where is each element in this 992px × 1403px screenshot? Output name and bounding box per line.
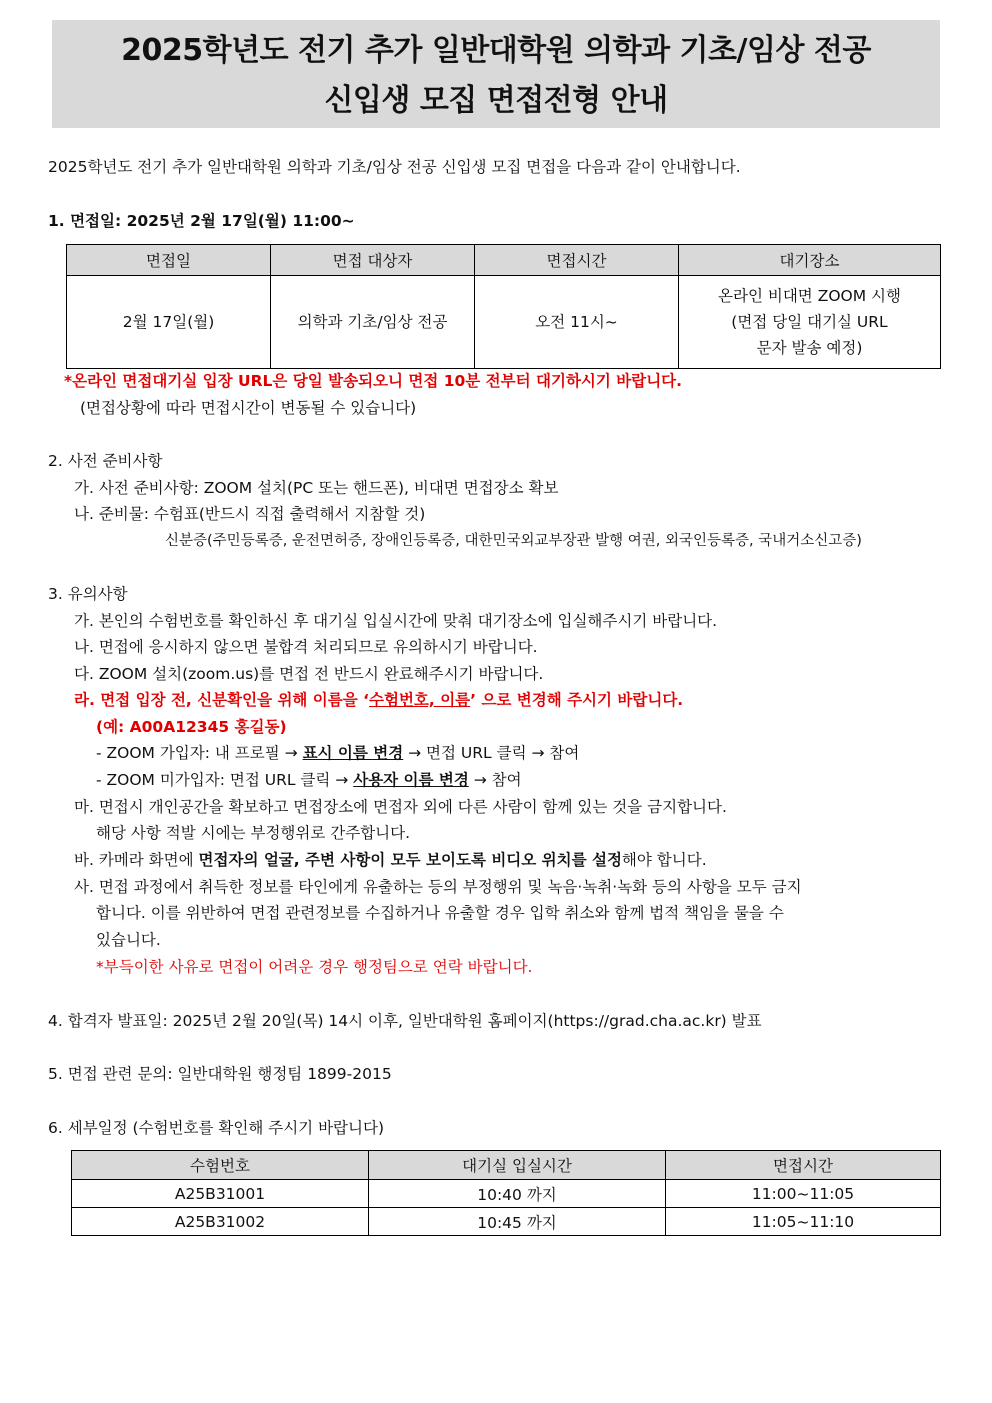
- table-row: [72, 1180, 941, 1208]
- section3-item-d-example: (예: A00A12345 홍길동): [96, 718, 287, 736]
- col-header-exam-number: 수험번호: [72, 1151, 369, 1180]
- schedule-table: [71, 1150, 941, 1236]
- section3-item-g2: 합니다. 이를 위반하여 면접 관련정보를 수집하거나 유출할 경우 입학 취소와 함께 법적 책임을 물을 수: [96, 904, 784, 922]
- cell-exam-number: A25B31001: [72, 1180, 369, 1208]
- section3-item-d: [74, 689, 683, 711]
- table-row: [72, 1208, 941, 1236]
- section3-item-b: 나. 면접에 응시하지 않으면 불합격 처리되므로 유의하시기 바랍니다.: [74, 638, 538, 656]
- section4-announcement: 4. 합격자 발표일: 2025년 2월 20일(목) 14시 이후, 일반대학원 홈페이지(https://grad.cha.ac.kr) 발표: [48, 1012, 762, 1030]
- zoom-nonmember-steps: [96, 769, 522, 791]
- zoom-member-underlined: 표시 이름 변경: [302, 744, 404, 762]
- cell-target: 의학과 기초/임상 전공: [271, 276, 475, 369]
- zoom-member-post: → 면접 URL 클릭 → 참여: [403, 744, 580, 762]
- place-line-2: (면접 당일 대기실 URL: [731, 313, 888, 331]
- interview-date-table: [66, 244, 941, 369]
- item-f-post: 해야 합니다.: [621, 851, 707, 869]
- zoom-nonmember-pre: - ZOOM 미가입자: 면접 URL 클릭 →: [96, 771, 354, 789]
- cell-place: [679, 276, 941, 369]
- cell-entry-time: 10:45 까지: [369, 1208, 666, 1236]
- col-header-place: 대기장소: [679, 245, 941, 276]
- zoom-member-pre: - ZOOM 가입자: 내 프로필 →: [96, 744, 303, 762]
- section2-heading: 2. 사전 준비사항: [48, 452, 163, 470]
- section3-item-a: 가. 본인의 수험번호를 확인하신 후 대기실 입실시간에 맞춰 대기장소에 입실해주시기 바랍니다.: [74, 612, 718, 630]
- section2-item-b-id: 신분증(주민등록증, 운전면허증, 장애인등록증, 대한민국외교부장관 발행 여권, 외국인등록증, 국내거소신고증): [165, 533, 862, 549]
- item-d-pre: 라. 면접 입장 전, 신분확인을 위해 이름을 ‘: [74, 691, 370, 709]
- cell-date: 2월 17일(월): [67, 276, 271, 369]
- col-header-entry-time: 대기실 입실시간: [369, 1151, 666, 1180]
- zoom-nonmember-underlined: 사용자 이름 변경: [353, 771, 469, 789]
- section3-item-g1: 사. 면접 과정에서 취득한 정보를 타인에게 유출하는 등의 부정행위 및 녹음·녹취·녹화 등의 사항을 모두 금지: [74, 878, 802, 896]
- section3-item-e1: 마. 면접시 개인공간을 확보하고 면접장소에 면접자 외에 다른 사람이 함께 있는 것을 금지합니다.: [74, 798, 727, 816]
- title-line-2: 신입생 모집 면접전형 안내: [324, 83, 668, 118]
- item-f-pre: 바. 카메라 화면에: [74, 851, 199, 869]
- section3-item-c: 다. ZOOM 설치(zoom.us)를 면접 전 반드시 완료해주시기 바랍니다.: [74, 665, 544, 683]
- cell-entry-time: 10:40 까지: [369, 1180, 666, 1208]
- section1-note: (면접상황에 따라 면접시간이 변동될 수 있습니다): [80, 399, 417, 417]
- item-d-underlined: 수험번호, 이름: [369, 691, 471, 709]
- col-header-time: 면접시간: [475, 245, 679, 276]
- cell-exam-number: A25B31002: [72, 1208, 369, 1236]
- cell-interview-time: 11:05~11:10: [666, 1208, 941, 1236]
- section1-red-note: *온라인 면접대기실 입장 URL은 당일 발송되오니 면접 10분 전부터 대기하시기 바랍니다.: [64, 372, 683, 390]
- col-header-date: 면접일: [67, 245, 271, 276]
- item-f-bold: 면접자의 얼굴, 주변 사항이 모두 보이도록 비디오 위치를 설정: [198, 851, 622, 869]
- section3-item-e2: 해당 사항 적발 시에는 부정행위로 간주합니다.: [96, 824, 411, 842]
- col-header-interview-time: 면접시간: [666, 1151, 941, 1180]
- section3-item-g3: 있습니다.: [96, 931, 161, 949]
- section5-contact: 5. 면접 관련 문의: 일반대학원 행정팀 1899-2015: [48, 1065, 392, 1083]
- zoom-nonmember-post: → 참여: [468, 771, 522, 789]
- intro-text: 2025학년도 전기 추가 일반대학원 의학과 기초/임상 전공 신입생 모집 면접을 다음과 같이 안내합니다.: [48, 158, 741, 176]
- cell-time: 오전 11시~: [475, 276, 679, 369]
- item-d-post: ’ 으로 변경해 주시기 바랍니다.: [470, 691, 684, 709]
- col-header-target: 면접 대상자: [271, 245, 475, 276]
- section6-heading: 6. 세부일정 (수험번호를 확인해 주시기 바랍니다): [48, 1119, 385, 1137]
- title-line-1: 2025학년도 전기 추가 일반대학원 의학과 기초/임상 전공: [121, 33, 871, 68]
- section3-heading: 3. 유의사항: [48, 585, 128, 603]
- document-title: [52, 20, 940, 128]
- zoom-member-steps: [96, 742, 579, 764]
- place-line-1: 온라인 비대면 ZOOM 시행: [718, 287, 901, 305]
- cell-interview-time: 11:00~11:05: [666, 1180, 941, 1208]
- section1-heading: 1. 면접일: 2025년 2월 17일(월) 11:00~: [48, 212, 355, 230]
- section2-item-a: 가. 사전 준비사항: ZOOM 설치(PC 또는 핸드폰), 비대면 면접장소 확보: [74, 479, 559, 497]
- section2-item-b: 나. 준비물: 수험표(반드시 직접 출력해서 지참할 것): [74, 505, 426, 523]
- section3-red-note: *부득이한 사유로 면접이 어려운 경우 행정팀으로 연락 바랍니다.: [96, 958, 533, 976]
- place-line-3: 문자 발송 예정): [756, 339, 863, 357]
- section3-item-f: [74, 849, 707, 871]
